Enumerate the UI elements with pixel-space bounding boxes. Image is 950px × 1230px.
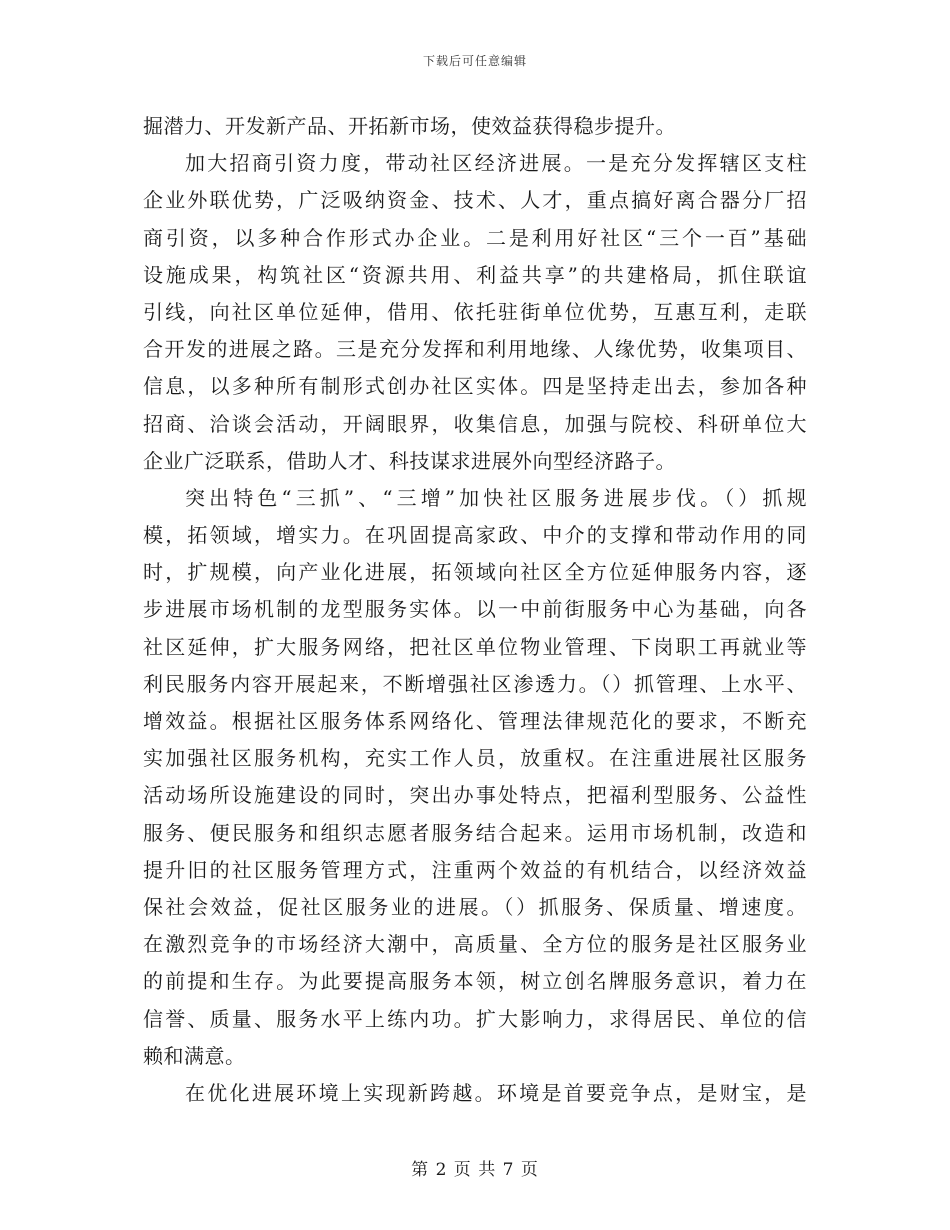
- text-line: 利民服务内容开展起来，不断增强社区渗透力。（）抓管理、上水平、: [143, 671, 807, 696]
- text-line: 模，拓领域，增实力。在巩固提高家政、中介的支撑和带动作用的同: [143, 523, 807, 548]
- text-line: 活动场所设施建设的同时，突出办事处特点，把福利型服务、公益性: [143, 783, 807, 808]
- text-line: 引线，向社区单位延伸，借用、依托驻街单位优势，互惠互利，走联: [143, 299, 807, 324]
- text-line: 信息，以多种所有制形式创办社区实体。四是坚持走出去，参加各种: [143, 374, 807, 399]
- text-line: 增效益。根据社区服务体系网络化、管理法律规范化的要求，不断充: [143, 709, 807, 733]
- paragraph-start-line: 加大招商引资力度，带动社区经济进展。一是充分发挥辖区支柱: [185, 151, 807, 176]
- text-line: 时，扩规模，向产业化进展，拓领域向社区全方位延伸服务内容，逐: [143, 560, 807, 585]
- text-line: 合开发的进展之路。三是充分发挥和利用地缘、人缘优势，收集项目、: [143, 337, 807, 362]
- text-line: 社区延伸，扩大服务网络，把社区单位物业管理、下岗职工再就业等: [143, 634, 807, 659]
- page-header: 下载后可任意编辑: [422, 54, 527, 68]
- text-line: 步进展市场机制的龙型服务实体。以一中前街服务中心为基础，向各: [143, 597, 807, 622]
- text-line: 招商、洽谈会活动，开阔眼界，收集信息，加强与院校、科研单位大: [143, 411, 807, 436]
- text-line: 的前提和生存。为此要提高服务本领，树立创名牌服务意识，着力在: [143, 969, 807, 994]
- paragraph-start-line: 突出特色“三抓”、“三增”加快社区服务进展步伐。（）抓规: [185, 485, 807, 510]
- text-line: 赖和满意。: [143, 1043, 246, 1068]
- text-line: 企业外联优势，广泛吸纳资金、技术、人才，重点搞好离合器分厂招: [143, 188, 807, 213]
- text-line: 掘潜力、开发新产品、开拓新市场，使效益获得稳步提升。: [143, 114, 676, 138]
- text-line: 信誉、质量、服务水平上练内功。扩大影响力，求得居民、单位的信: [143, 1006, 807, 1031]
- text-line: 实加强社区服务机构，充实工作人员，放重权。在注重进展社区服务: [143, 746, 807, 771]
- text-line: 在激烈竞争的市场经济大潮中，高质量、全方位的服务是社区服务业: [143, 932, 807, 957]
- text-line: 服务、便民服务和组织志愿者服务结合起来。运用市场机制，改造和: [143, 820, 807, 845]
- text-line: 提升旧的社区服务管理方式，注重两个效益的有机结合，以经济效益: [143, 857, 807, 882]
- text-line: 设施成果，构筑社区“资源共用、利益共享”的共建格局，抓住联谊: [143, 262, 807, 287]
- text-line: 保社会效益，促社区服务业的进展。（）抓服务、保质量、增速度。: [143, 894, 807, 919]
- document-body: [143, 108, 807, 1112]
- text-line: 企业广泛联系，借助人才、科技谋求进展外向型经济路子。: [143, 448, 676, 473]
- paragraph-start-line: 在优化进展环境上实现新跨越。环境是首要竞争点，是财宝，是: [185, 1080, 807, 1105]
- text-line: 商引资，以多种合作形式办企业。二是利用好社区“三个一百”基础: [143, 225, 807, 250]
- page-number-footer: 第 2 页 共 7 页: [411, 1160, 539, 1180]
